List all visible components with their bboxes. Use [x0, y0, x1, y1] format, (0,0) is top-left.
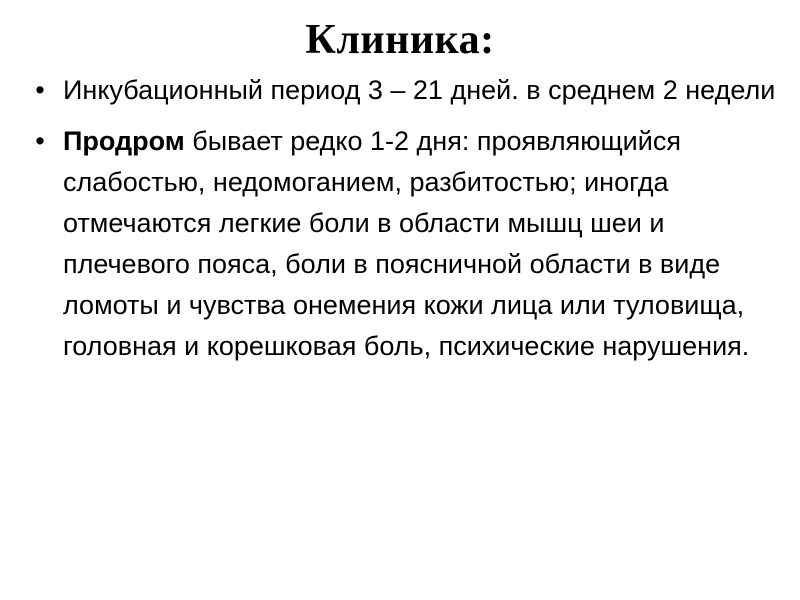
- bullet-term-prodrome: Продром: [63, 126, 185, 156]
- bullet-text-prodrome: бывает редко 1-2 дня: проявляющийся слабостью, недомоганием, разбитостью; иногда отмечаются легкие боли в области мышц шеи и плечевого пояса, боли в поясничной области в виде ломоты и чувства онемения кожи лица или туловища, головная и корешковая боль, психические нарушения.: [63, 126, 750, 361]
- bullet-icon: •: [35, 126, 45, 156]
- bullet-item-incubation: [28, 70, 780, 111]
- bullet-list: [28, 70, 780, 377]
- slide-title: Клиника:: [305, 17, 495, 63]
- bullet-item-prodrome: [28, 121, 780, 367]
- bullet-text-incubation: Инкубационный период 3 – 21 дней. в среднем 2 недели: [63, 75, 776, 105]
- bullet-icon: •: [35, 75, 45, 105]
